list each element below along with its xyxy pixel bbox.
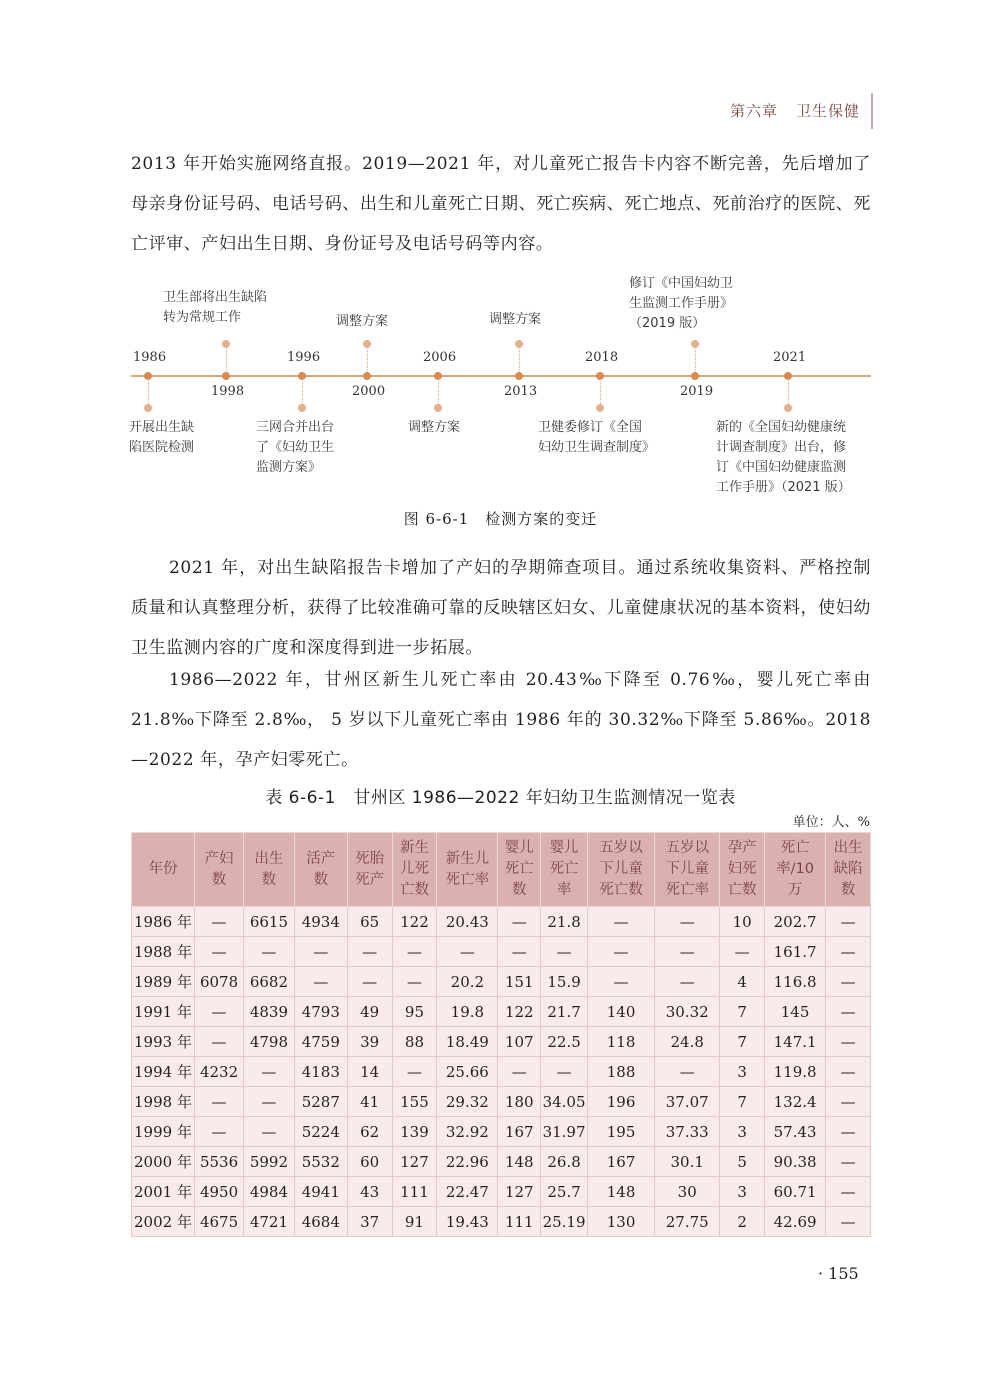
table-cell: 21.7 xyxy=(541,997,588,1027)
timeline-event-line: 新的《全国妇幼健康统 xyxy=(716,420,847,435)
timeline-year: 2018 xyxy=(585,350,619,365)
column-header xyxy=(765,833,826,907)
timeline-end-dot xyxy=(596,404,604,412)
table-cell: 5224 xyxy=(294,1117,347,1147)
column-header xyxy=(437,833,498,907)
table-cell: 37 xyxy=(347,1207,392,1237)
column-header xyxy=(392,833,437,907)
table-cell: 2 xyxy=(720,1207,765,1237)
table-cell: — xyxy=(392,937,437,967)
table-cell: 43 xyxy=(347,1177,392,1207)
row-year-cell: 1998 年 xyxy=(132,1087,195,1117)
timeline-connector xyxy=(226,344,227,374)
timeline-connector xyxy=(695,344,696,374)
table-cell: 41 xyxy=(347,1087,392,1117)
table-cell: — xyxy=(826,937,871,967)
table-cell: — xyxy=(587,937,654,967)
timeline-year: 1996 xyxy=(287,350,321,365)
table-cell: — xyxy=(294,937,347,967)
table-cell: — xyxy=(195,907,244,937)
timeline-figure xyxy=(131,270,871,505)
row-year-cell: 1999 年 xyxy=(132,1117,195,1147)
table-cell: 14 xyxy=(347,1057,392,1087)
table-cell: 7 xyxy=(720,1027,765,1057)
column-header-label: 死胎死产 xyxy=(355,850,385,888)
timeline-end-dot xyxy=(298,404,306,412)
timeline-event-line: 卫生部将出生缺陷 xyxy=(163,290,268,305)
row-year-cell: 1989 年 xyxy=(132,967,195,997)
table-cell: 6078 xyxy=(195,967,244,997)
timeline-year: 1998 xyxy=(211,384,245,399)
table-cell: 7 xyxy=(720,1087,765,1117)
paragraph-report-card: 2013 年开始实施网络直报。2019—2021 年，对儿童死亡报告卡内容不断完善，先后增加了母亲身份证号码、电话号码、出生和儿童死亡日期、死亡疾病、死亡地点、死前治疗的医院、死亡评审、产妇出生日期、身份证号及电话号码等内容。 xyxy=(131,154,871,254)
table-cell: 6615 xyxy=(243,907,294,937)
table-cell: 118 xyxy=(587,1027,654,1057)
table-cell: 147.1 xyxy=(765,1027,826,1057)
table-cell: — xyxy=(498,1057,541,1087)
table-row xyxy=(132,997,871,1027)
table-cell: — xyxy=(720,937,765,967)
timeline-connector xyxy=(367,344,368,374)
column-header xyxy=(720,833,765,907)
table-cell: 91 xyxy=(392,1207,437,1237)
column-header-label: 新生儿死亡数 xyxy=(399,840,429,898)
timeline-event-line: 订《中国妇幼健康监测 xyxy=(716,460,847,475)
table-cell: 202.7 xyxy=(765,907,826,937)
table-cell: 10 xyxy=(720,907,765,937)
column-header-label: 孕产妇死亡数 xyxy=(727,840,757,898)
table-cell: 95 xyxy=(392,997,437,1027)
timeline-event-line: 生监测工作手册》 xyxy=(629,296,734,311)
timeline-event-line: （2019 版） xyxy=(629,316,706,331)
table-row xyxy=(132,967,871,997)
row-year-cell: 1991 年 xyxy=(132,997,195,1027)
timeline-end-dot xyxy=(434,404,442,412)
table-cell: 3 xyxy=(720,1057,765,1087)
column-header-label: 婴儿死亡数 xyxy=(504,840,534,898)
table-cell: — xyxy=(243,1087,294,1117)
table-cell: 88 xyxy=(392,1027,437,1057)
row-year-cell: 2001 年 xyxy=(132,1177,195,1207)
table-cell: 4941 xyxy=(294,1177,347,1207)
table-cell: 26.8 xyxy=(541,1147,588,1177)
paragraph-birth-defects: 2021 年，对出生缺陷报告卡增加了产妇的孕期筛查项目。通过系统收集资料、严格控制质量和认真整理分析，获得了比较准确可靠的反映辖区妇女、儿童健康状况的基本资料，使妇幼卫生监测内容的广度和深度得到进一步拓展。 xyxy=(131,558,871,658)
table-row xyxy=(132,1147,871,1177)
table-cell: 3 xyxy=(720,1177,765,1207)
table-cell: — xyxy=(243,1057,294,1087)
table-cell: 19.8 xyxy=(437,997,498,1027)
table-row xyxy=(132,1027,871,1057)
table-cell: 116.8 xyxy=(765,967,826,997)
section-label: 卫生保健 xyxy=(796,102,861,120)
table-row xyxy=(132,1057,871,1087)
table-cell: 3 xyxy=(720,1117,765,1147)
table-cell: 18.49 xyxy=(437,1027,498,1057)
timeline-event-text xyxy=(538,418,655,458)
table-cell: — xyxy=(498,907,541,937)
table-cell: 4793 xyxy=(294,997,347,1027)
table-cell: — xyxy=(195,1087,244,1117)
table-cell: — xyxy=(655,967,720,997)
table-cell: 30 xyxy=(655,1177,720,1207)
paragraph-mortality: 1986—2022 年，甘州区新生儿死亡率由 20.43‰下降至 0.76‰，婴儿死亡率由 21.8‰下降至 2.8‰， 5 岁以下儿童死亡率由 1986 年的 30.32‰下降至 5.86‰。2018—2022 年，孕产妇零死亡。 xyxy=(131,670,871,770)
table-cell: 19.43 xyxy=(437,1207,498,1237)
table-cell: — xyxy=(587,967,654,997)
table-cell: 30.1 xyxy=(655,1147,720,1177)
table-cell: 148 xyxy=(587,1177,654,1207)
timeline-event-line: 陷医院检测 xyxy=(129,440,195,455)
table-cell: 5532 xyxy=(294,1147,347,1177)
column-header xyxy=(132,833,195,907)
table-cell: — xyxy=(587,907,654,937)
table-cell: — xyxy=(826,1027,871,1057)
table-cell: — xyxy=(826,1087,871,1117)
table-cell: 25.66 xyxy=(437,1057,498,1087)
table-cell: — xyxy=(826,1117,871,1147)
table-row xyxy=(132,907,871,937)
table-cell: — xyxy=(655,937,720,967)
table-cell: 4183 xyxy=(294,1057,347,1087)
table-cell: 31.97 xyxy=(541,1117,588,1147)
column-header-label: 五岁以下儿童死亡数 xyxy=(599,840,643,898)
timeline-event-line: 调整方案 xyxy=(489,312,542,327)
table-cell: — xyxy=(294,967,347,997)
table-cell: 4798 xyxy=(243,1027,294,1057)
table-cell: — xyxy=(195,1027,244,1057)
monitoring-table xyxy=(131,832,871,1237)
table-cell: 130 xyxy=(587,1207,654,1237)
table-cell: 4684 xyxy=(294,1207,347,1237)
table-cell: 4950 xyxy=(195,1177,244,1207)
column-header-label: 五岁以下儿童死亡率 xyxy=(665,840,709,898)
timeline-event-line: 转为常规工作 xyxy=(163,310,242,325)
table-cell: 37.33 xyxy=(655,1117,720,1147)
timeline-year: 2000 xyxy=(352,384,386,399)
table-cell: — xyxy=(347,967,392,997)
table-cell: 180 xyxy=(498,1087,541,1117)
timeline-year: 2021 xyxy=(773,350,807,365)
table-row xyxy=(132,1117,871,1147)
table-row xyxy=(132,937,871,967)
table-cell: 167 xyxy=(587,1147,654,1177)
timeline-event-line: 了《妇幼卫生 xyxy=(256,440,335,455)
table-cell: 20.43 xyxy=(437,907,498,937)
table-cell: 39 xyxy=(347,1027,392,1057)
timeline-event-text xyxy=(129,418,194,458)
column-header-label: 婴儿死亡率 xyxy=(549,840,579,898)
timeline-year: 2019 xyxy=(680,384,714,399)
table-cell: — xyxy=(195,997,244,1027)
timeline-event-text xyxy=(716,418,851,498)
table-cell: 42.69 xyxy=(765,1207,826,1237)
column-header xyxy=(294,833,347,907)
column-header-label: 产妇数 xyxy=(204,850,234,888)
table-cell: — xyxy=(243,937,294,967)
table-cell: 167 xyxy=(498,1117,541,1147)
table-row xyxy=(132,1087,871,1117)
table-cell: — xyxy=(392,967,437,997)
row-year-cell: 2002 年 xyxy=(132,1207,195,1237)
table-cell: 132.4 xyxy=(765,1087,826,1117)
table-cell: 5 xyxy=(720,1147,765,1177)
table-cell: 127 xyxy=(392,1147,437,1177)
table-cell: 161.7 xyxy=(765,937,826,967)
timeline-event-line: 工作手册》（2021 版） xyxy=(716,480,851,495)
table-cell: — xyxy=(826,1147,871,1177)
table-cell: 195 xyxy=(587,1117,654,1147)
table-cell: 90.38 xyxy=(765,1147,826,1177)
timeline-event-line: 调整方案 xyxy=(408,420,461,435)
timeline-event-text xyxy=(336,312,388,332)
table-cell: — xyxy=(826,997,871,1027)
column-header xyxy=(195,833,244,907)
timeline-year: 2013 xyxy=(504,384,538,399)
table-unit: 单位：人、% xyxy=(792,815,870,830)
row-year-cell: 1988 年 xyxy=(132,937,195,967)
table-cell: — xyxy=(826,907,871,937)
column-header xyxy=(498,833,541,907)
table-cell: 145 xyxy=(765,997,826,1027)
column-header xyxy=(243,833,294,907)
table-cell: — xyxy=(541,937,588,967)
table-cell: — xyxy=(195,937,244,967)
table-cell: 5536 xyxy=(195,1147,244,1177)
timeline-end-dot xyxy=(363,340,371,348)
timeline-event-text xyxy=(163,288,267,328)
column-header xyxy=(655,833,720,907)
timeline-axis xyxy=(131,375,871,377)
timeline-end-dot xyxy=(144,404,152,412)
chapter-label: 第六章 xyxy=(730,102,779,120)
page-number: · 155 xyxy=(818,1264,859,1283)
timeline-event-line: 开展出生缺 xyxy=(129,420,195,435)
table-cell: 24.8 xyxy=(655,1027,720,1057)
table-cell: 27.75 xyxy=(655,1207,720,1237)
table-cell: 127 xyxy=(498,1177,541,1207)
running-head xyxy=(730,100,860,121)
table-cell: — xyxy=(655,1057,720,1087)
column-header-label: 出生缺陷数 xyxy=(833,840,863,898)
table-cell: 4232 xyxy=(195,1057,244,1087)
timeline-event-text xyxy=(256,418,334,478)
table-cell: 34.05 xyxy=(541,1087,588,1117)
timeline-event-line: 卫健委修订《全国 xyxy=(538,420,643,435)
table-cell: 22.47 xyxy=(437,1177,498,1207)
column-header xyxy=(587,833,654,907)
timeline-event-text xyxy=(629,274,733,334)
table-cell: 21.8 xyxy=(541,907,588,937)
table-cell: 4984 xyxy=(243,1177,294,1207)
table-cell: — xyxy=(437,937,498,967)
column-header xyxy=(347,833,392,907)
column-header-label: 活产数 xyxy=(306,850,336,888)
row-year-cell: 1993 年 xyxy=(132,1027,195,1057)
timeline-end-dot xyxy=(784,404,792,412)
column-header-label: 年份 xyxy=(148,861,178,877)
table-cell: 6682 xyxy=(243,967,294,997)
table-cell: 122 xyxy=(392,907,437,937)
table-cell: 22.5 xyxy=(541,1027,588,1057)
table-cell: — xyxy=(195,1117,244,1147)
table-cell: 4759 xyxy=(294,1027,347,1057)
table-cell: 111 xyxy=(392,1177,437,1207)
timeline-connector xyxy=(519,344,520,374)
table-header-row xyxy=(132,833,871,907)
table-cell: — xyxy=(826,1057,871,1087)
timeline-event-text xyxy=(408,418,460,438)
header-divider xyxy=(871,93,873,129)
table-cell: 57.43 xyxy=(765,1117,826,1147)
table-cell: 111 xyxy=(498,1207,541,1237)
table-cell: 4721 xyxy=(243,1207,294,1237)
table-cell: 188 xyxy=(587,1057,654,1087)
table-cell: 5287 xyxy=(294,1087,347,1117)
column-header-label: 死亡率/10 万 xyxy=(776,840,815,898)
table-cell: 148 xyxy=(498,1147,541,1177)
table-cell: 119.8 xyxy=(765,1057,826,1087)
table-cell: 4839 xyxy=(243,997,294,1027)
timeline-event-line: 修订《中国妇幼卫 xyxy=(629,276,734,291)
table-cell: 29.32 xyxy=(437,1087,498,1117)
table-cell: 37.07 xyxy=(655,1087,720,1117)
table-cell: 4675 xyxy=(195,1207,244,1237)
timeline-year: 1986 xyxy=(133,350,167,365)
table-cell: 30.32 xyxy=(655,997,720,1027)
timeline-year: 2006 xyxy=(423,350,457,365)
row-year-cell: 1986 年 xyxy=(132,907,195,937)
timeline-event-line: 妇幼卫生调查制度》 xyxy=(538,440,656,455)
table-cell: 151 xyxy=(498,967,541,997)
table-cell: 62 xyxy=(347,1117,392,1147)
timeline-end-dot xyxy=(515,340,523,348)
timeline-end-dot xyxy=(222,340,230,348)
row-year-cell: 2000 年 xyxy=(132,1147,195,1177)
timeline-end-dot xyxy=(691,340,699,348)
table-cell: — xyxy=(826,1177,871,1207)
column-header xyxy=(826,833,871,907)
row-year-cell: 1994 年 xyxy=(132,1057,195,1087)
table-cell: 32.92 xyxy=(437,1117,498,1147)
timeline-event-line: 三网合并出台 xyxy=(256,420,335,435)
table-cell: 25.19 xyxy=(541,1207,588,1237)
table-cell: 140 xyxy=(587,997,654,1027)
table-cell: 49 xyxy=(347,997,392,1027)
timeline-event-line: 监测方案》 xyxy=(256,460,322,475)
table-cell: 122 xyxy=(498,997,541,1027)
table-cell: — xyxy=(243,1117,294,1147)
table-cell: 139 xyxy=(392,1117,437,1147)
table-cell: — xyxy=(392,1057,437,1087)
table-cell: 15.9 xyxy=(541,967,588,997)
table-cell: 5992 xyxy=(243,1147,294,1177)
table-cell: — xyxy=(347,937,392,967)
table-cell: 65 xyxy=(347,907,392,937)
table-row xyxy=(132,1177,871,1207)
timeline-event-line: 调整方案 xyxy=(336,314,389,329)
table-title: 表 6-6-1 甘州区 1986—2022 年妇幼卫生监测情况一览表 xyxy=(265,788,736,808)
table-cell: — xyxy=(826,1207,871,1237)
table-cell: 4 xyxy=(720,967,765,997)
table-cell: 155 xyxy=(392,1087,437,1117)
column-header xyxy=(541,833,588,907)
table-cell: 25.7 xyxy=(541,1177,588,1207)
table-row xyxy=(132,1207,871,1237)
table-cell: — xyxy=(498,937,541,967)
table-cell: 20.2 xyxy=(437,967,498,997)
column-header-label: 出生数 xyxy=(254,850,284,888)
table-cell: 4934 xyxy=(294,907,347,937)
table-cell: — xyxy=(655,907,720,937)
table-cell: 60 xyxy=(347,1147,392,1177)
table-cell: 107 xyxy=(498,1027,541,1057)
timeline-event-text xyxy=(489,310,541,330)
column-header-label: 新生儿死亡率 xyxy=(445,850,490,888)
table-cell: 7 xyxy=(720,997,765,1027)
table-cell: 22.96 xyxy=(437,1147,498,1177)
figure-caption: 图 6-6-1 检测方案的变迁 xyxy=(403,510,598,528)
table-cell: — xyxy=(541,1057,588,1087)
table-cell: 196 xyxy=(587,1087,654,1117)
timeline-event-line: 计调查制度》出台，修 xyxy=(716,440,847,455)
table-cell: — xyxy=(826,967,871,997)
table-cell: 60.71 xyxy=(765,1177,826,1207)
